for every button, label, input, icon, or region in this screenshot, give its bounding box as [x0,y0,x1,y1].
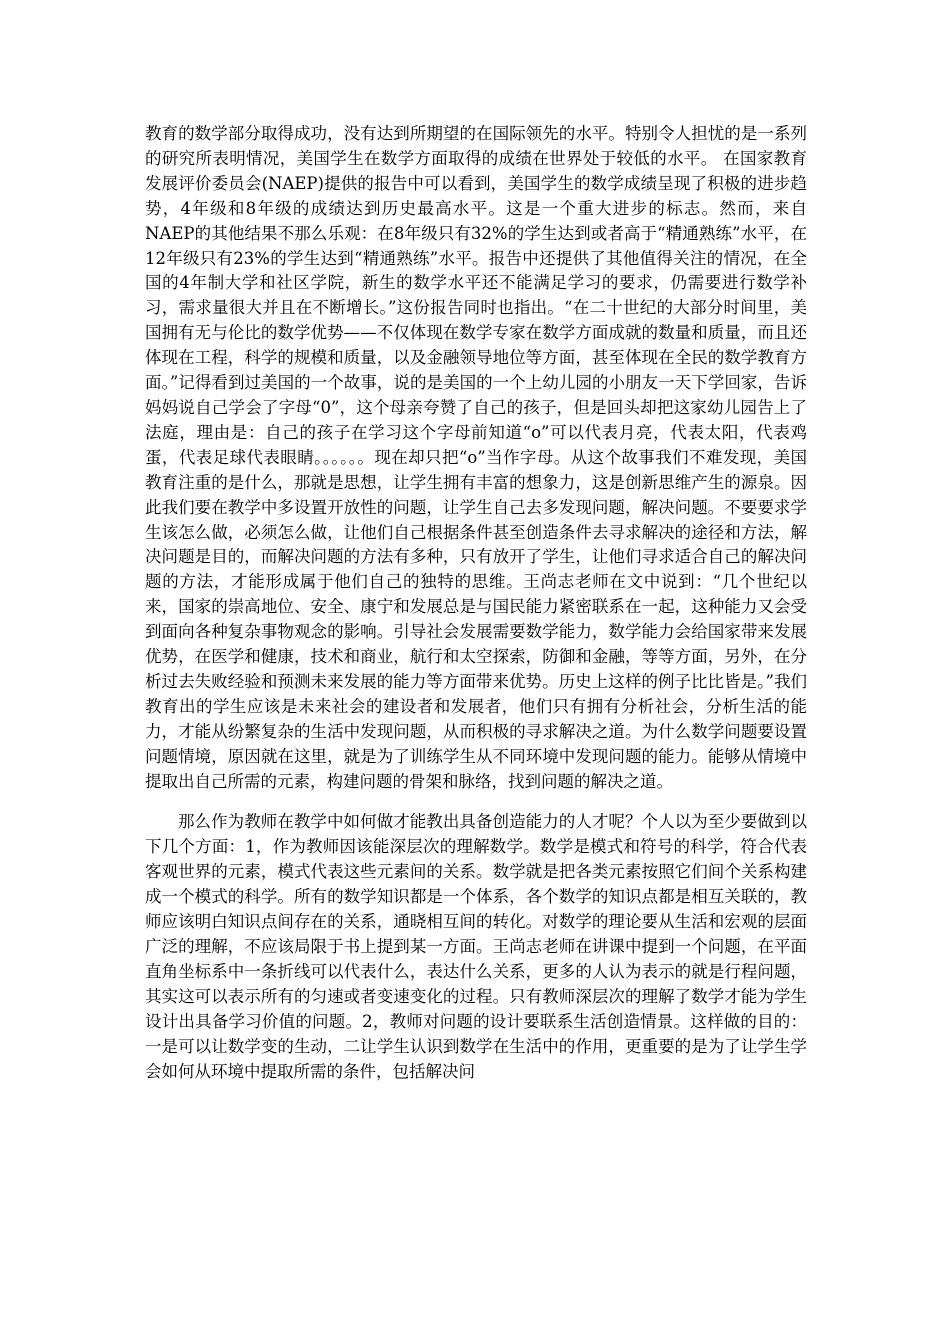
body-paragraph-2: 那么作为教师在教学中如何做才能教出具备创造能力的人才呢？个人以为至少要做到以下几个方面：1，作为教师因该能深层次的理解数学。数学是模式和符号的科学，符合代表客观世界的元素，模式代表这些元素间的关系。数学就是把各类元素按照它们间个关系构建成一个模式的科学。所有的数学知识都是一个体系，各个数学的知识点都是相互关联的，教师应该明白知识点间存在的关系，通晓相互间的转化。对数学的理论要从生活和宏观的层面广泛的理解，不应该局限于书上提到某一方面。王尚志老师在讲课中提到一个问题，在平面直角坐标系中一条折线可以代表什么，表达什么关系，更多的人认为表示的就是行程问题，其实这可以表示所有的匀速或者变速变化的过程。只有教师深层次的理解了数学才能为学生设计出具备学习价值的问题。2，教师对问题的设计要联系生活创造情景。这样做的目的：一是可以让数学变的生动，二让学生认识到数学在生活中的作用，更重要的是为了让学生学会如何从环境中提取所需的条件，包括解决问 [145,812,807,1081]
body-paragraph-1: 教育的数学部分取得成功，没有达到所期望的在国际领先的水平。特别令人担忧的是一系列的研究所表明情况，美国学生在数学方面取得的成绩在世界处于较低的水平。 在国家教育发展评价委员会(NAEP)提供的报告中可以看到，美国学生的数学成绩呈现了积极的进步趋势，4年级和8年级的成绩达到历史最高水平。这是一个重大进步的标志。然而，来自NAEP的其他结果不那么乐观：在8年级只有32%的学生达到或者高于“精通熟练”水平，在12年级只有23%的学生达到“精通熟练”水平。报告中还提供了其他值得关注的情况，在全国的4年制大学和社区学院，新生的数学水平还不能满足学习的要求，仍需要进行数学补习，需求量很大并且在不断增长。”这份报告同时也指出。“在二十世纪的大部分时间里，美国拥有无与伦比的数学优势——不仅体现在数学专家在数学方面成就的数量和质量，而且还体现在工程，科学的规模和质量，以及金融领导地位等方面，甚至体现在全民的数学教育方面。”记得看到过美国的一个故事，说的是美国的一个上幼儿园的小朋友一天下学回家，告诉妈妈说自己学会了字母“0”，这个母亲夸赞了自己的孩子，但是回头却把这家幼儿园告上了法庭，理由是：自己的孩子在学习这个字母前知道“o”可以代表月亮，代表太阳，代表鸡蛋，代表足球代表眼睛。。。。。。现在却只把“o”当作字母。从这个故事我们不难发现，美国教育注重的是什么，那就是思想，让学生拥有丰富的想象力，这是创新思维产生的源泉。因此我们要在教学中多设置开放性的问题，让学生自己去多发现问题，解决问题。不要要求学生该怎么做，必须怎么做，让他们自己根据条件甚至创造条件去寻求解决的途径和方法，解决问题是目的，而解决问题的方法有多种，只有放开了学生，让他们寻求适合自己的解决问题的方法，才能形成属于他们自己的独特的思维。王尚志老师在文中说到：“几个世纪以来，国家的崇高地位、安全、康宁和发展总是与国民能力紧密联系在一起，这种能力又会受到面向各种复杂事物观念的影响。引导社会发展需要数学能力，数学能力会给国家带来发展优势，在医学和健康，技术和商业，航行和太空探索，防御和金融，等等方面，另外，在分析过去失败经验和预测未来发展的能力等方面带来优势。历史上这样的例子比比皆是。”我们教育出的学生应该是未来社会的建设者和发展者，他们只有拥有分析社会，分析生活的能力，才能从纷繁复杂的生活中发现问题，从而积极的寻求解决之道。为什么数学问题要设置问题情境，原因就在这里，就是为了训练学生从不同环境中发现问题的能力。能够从情境中提取出自己所需的元素，构建问题的骨架和脉络，找到问题的解决之道。 [145,124,807,791]
document-page [145,122,807,1084]
